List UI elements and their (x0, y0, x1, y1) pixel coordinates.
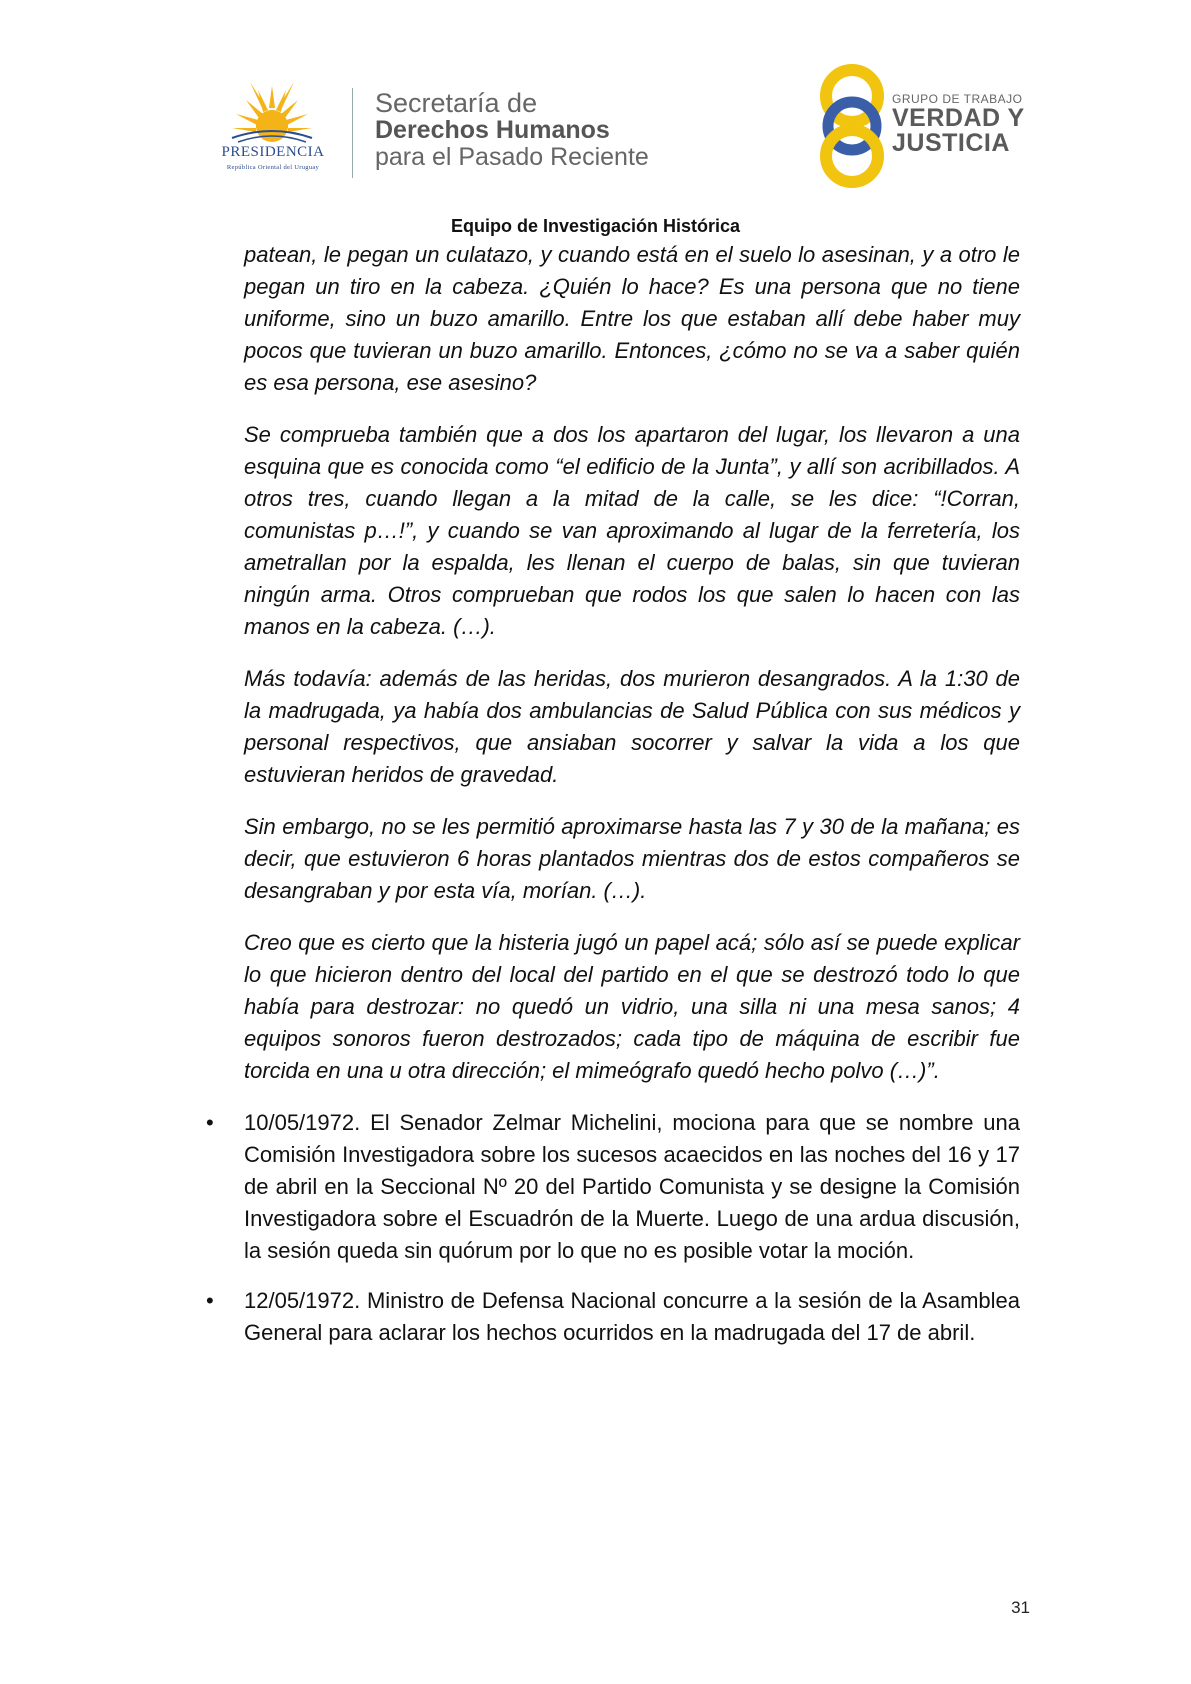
list-item-text: 12/05/1972. Ministro de Defensa Nacional concurre a la sesión de la Asamblea General para aclarar los hechos ocurridos en la madrugada del 17 de abril. (244, 1288, 1020, 1345)
quote-paragraph: Más todavía: además de las heridas, dos murieron desangrados. A la 1:30 de la madrugada, ya había dos ambulancias de Salud Pública con sus médicos y personal respectivos, que ansiaban socorrer y salvar la vida a los que estuvieran heridos de gravedad. (244, 666, 1020, 787)
presidencia-name: PRESIDENCIA (221, 144, 325, 160)
secretaria-line-3: para el Pasado Reciente (375, 143, 649, 171)
page-number: 31 (1011, 1598, 1030, 1617)
verdad-y-label: VERDAD Y (892, 104, 1025, 132)
bullet-icon: • (206, 1288, 214, 1313)
presidencia-logo (198, 78, 348, 178)
team-title: Equipo de Investigación Histórica (450, 216, 741, 236)
quote-paragraph: Creo que es cierto que la histeria jugó un papel acá; sólo así se puede explicar lo que hicieron dentro del local del partido en el que se destrozó todo lo que había para destrozar: no quedó un vidrio, una silla ni una mesa sanos; 4 equipos sonoros fueron destrozados; cada tipo de máquina de escribir fue torcida en una u otra dirección; el mimeógrafo quedó hecho polvo (…)”. (244, 930, 1020, 1083)
bullet-icon: • (206, 1110, 214, 1135)
list-item-text: 10/05/1972. El Senador Zelmar Michelini, mociona para que se nombre una Comisión Investigadora sobre los sucesos acaecidos en las noches del 16 y 17 de abril en la Seccional Nº 20 del Partido Comunista y se designe la Comisión Investigadora sobre el Escuadrón de la Muerte. Luego de una ardua discusión, la sesión queda sin quórum por lo que no es posible votar la moción. (244, 1110, 1020, 1263)
quote-paragraph: patean, le pegan un culatazo, y cuando está en el suelo lo asesinan, y a otro le pegan un tiro en la cabeza. ¿Quién lo hace? Es una persona que no tiene uniforme, sino un buzo amarillo. Entre los que estaban allí debe haber muy pocos que tuvieran un buzo amarillo. Entonces, ¿cómo no se va a saber quién es esa persona, ese asesino? (244, 242, 1020, 395)
grupo-trabajo-text (892, 92, 1025, 156)
presidencia-subtitle: República Oriental del Uruguay (226, 164, 320, 171)
justicia-label: JUSTICIA (892, 129, 1010, 157)
list-item (206, 1285, 1020, 1349)
list-item (206, 1107, 1020, 1267)
sun-icon (228, 78, 316, 148)
document-body (206, 239, 1020, 1367)
secretaria-line-2: Derechos Humanos (375, 116, 610, 144)
quote-paragraph: Se comprueba también que a dos los apartaron del lugar, los llevaron a una esquina que es conocida como “el edificio de la Junta”, y allí son acribillados. A otros tres, cuando llegan a la mitad de la calle, se les dice: “!Corran, comunistas p…!”, y cuando se van aproximando al lugar de la ferretería, los ametrallan por la espalda, les llenan el cuerpo de balas, sin que tuvieran ningún arma. Otros comprueban que rodos los que salen lo hacen con las manos en la cabeza. (…). (244, 422, 1020, 639)
grupo-trabajo-logo (810, 62, 1040, 188)
page-header (0, 0, 1191, 236)
rings-icon (810, 62, 902, 188)
grupo-trabajo-label: GRUPO DE TRABAJO (892, 92, 1023, 106)
secretaria-line-1: Secretaría de (375, 88, 538, 118)
quote-paragraph: Sin embargo, no se les permitió aproximarse hasta las 7 y 30 de la mañana; es decir, que estuvieron 6 horas plantados mientras dos de estos compañeros se desangraban y por esta vía, morían. (…). (244, 814, 1020, 903)
logo-divider (352, 88, 353, 178)
secretaria-logo-text (375, 90, 649, 171)
